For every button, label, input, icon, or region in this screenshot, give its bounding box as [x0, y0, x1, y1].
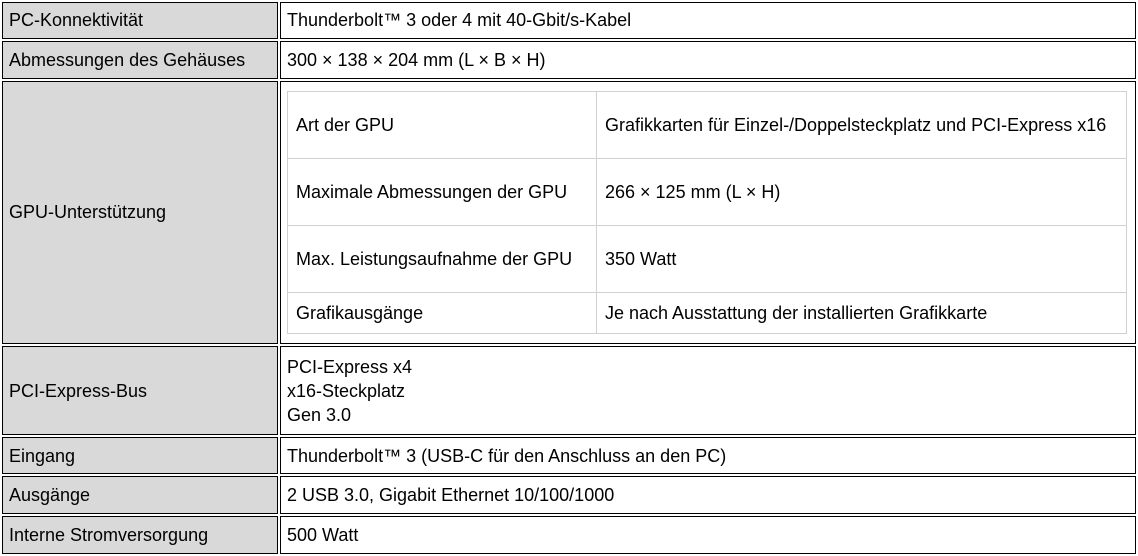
subtable-value-gpu-type: Grafikkarten für Einzel-/Doppelsteckplatz und PCI-Express x16 — [597, 91, 1127, 158]
subtable-label-gpu-max-dimensions: Maximale Abmessungen der GPU — [288, 158, 597, 225]
table-row — [2, 346, 1136, 435]
subtable-label-gpu-type: Art der GPU — [288, 91, 597, 158]
row-label-internal-power-supply: Interne Stromversorgung — [2, 516, 278, 554]
row-value-outputs: 2 USB 3.0, Gigabit Ethernet 10/100/1000 — [280, 476, 1136, 514]
pci-line: x16-Steckplatz — [287, 380, 406, 401]
row-value-pc-connectivity: Thunderbolt™ 3 oder 4 mit 40-Gbit/s-Kabel — [280, 2, 1136, 39]
subtable-label-graphics-outputs: Grafikausgänge — [288, 292, 597, 333]
subtable-value-graphics-outputs: Je nach Ausstattung der installierten Grafikkarte — [597, 292, 1127, 333]
pci-line: PCI-Express x4 — [287, 356, 413, 377]
row-label-input: Eingang — [2, 437, 278, 474]
gpu-support-subtable — [287, 91, 1127, 334]
table-row — [2, 476, 1136, 514]
row-value-pci-express-bus — [280, 346, 1136, 435]
subtable-value-gpu-max-dimensions: 266 × 125 mm (L × H) — [597, 158, 1127, 225]
subtable-row — [288, 91, 1127, 158]
subtable-row — [288, 225, 1127, 292]
row-label-pc-connectivity: PC-Konnektivität — [2, 2, 278, 39]
row-value-gpu-support — [280, 81, 1136, 344]
subtable-value-gpu-max-power: 350 Watt — [597, 225, 1127, 292]
row-value-input: Thunderbolt™ 3 (USB-C für den Anschluss an den PC) — [280, 437, 1136, 474]
row-label-pci-express-bus: PCI-Express-Bus — [2, 346, 278, 435]
row-label-outputs: Ausgänge — [2, 476, 278, 514]
table-row — [2, 437, 1136, 474]
row-value-case-dimensions: 300 × 138 × 204 mm (L × B × H) — [280, 41, 1136, 79]
table-row — [2, 2, 1136, 39]
row-value-internal-power-supply: 500 Watt — [280, 516, 1136, 554]
row-label-gpu-support: GPU-Unterstützung — [2, 81, 278, 344]
subtable-row — [288, 158, 1127, 225]
subtable-label-gpu-max-power: Max. Leistungsaufnahme der GPU — [288, 225, 597, 292]
subtable-row — [288, 292, 1127, 333]
table-row — [2, 516, 1136, 554]
row-label-case-dimensions: Abmessungen des Gehäuses — [2, 41, 278, 79]
table-row — [2, 81, 1136, 344]
table-row — [2, 41, 1136, 79]
pci-line: Gen 3.0 — [287, 404, 352, 425]
